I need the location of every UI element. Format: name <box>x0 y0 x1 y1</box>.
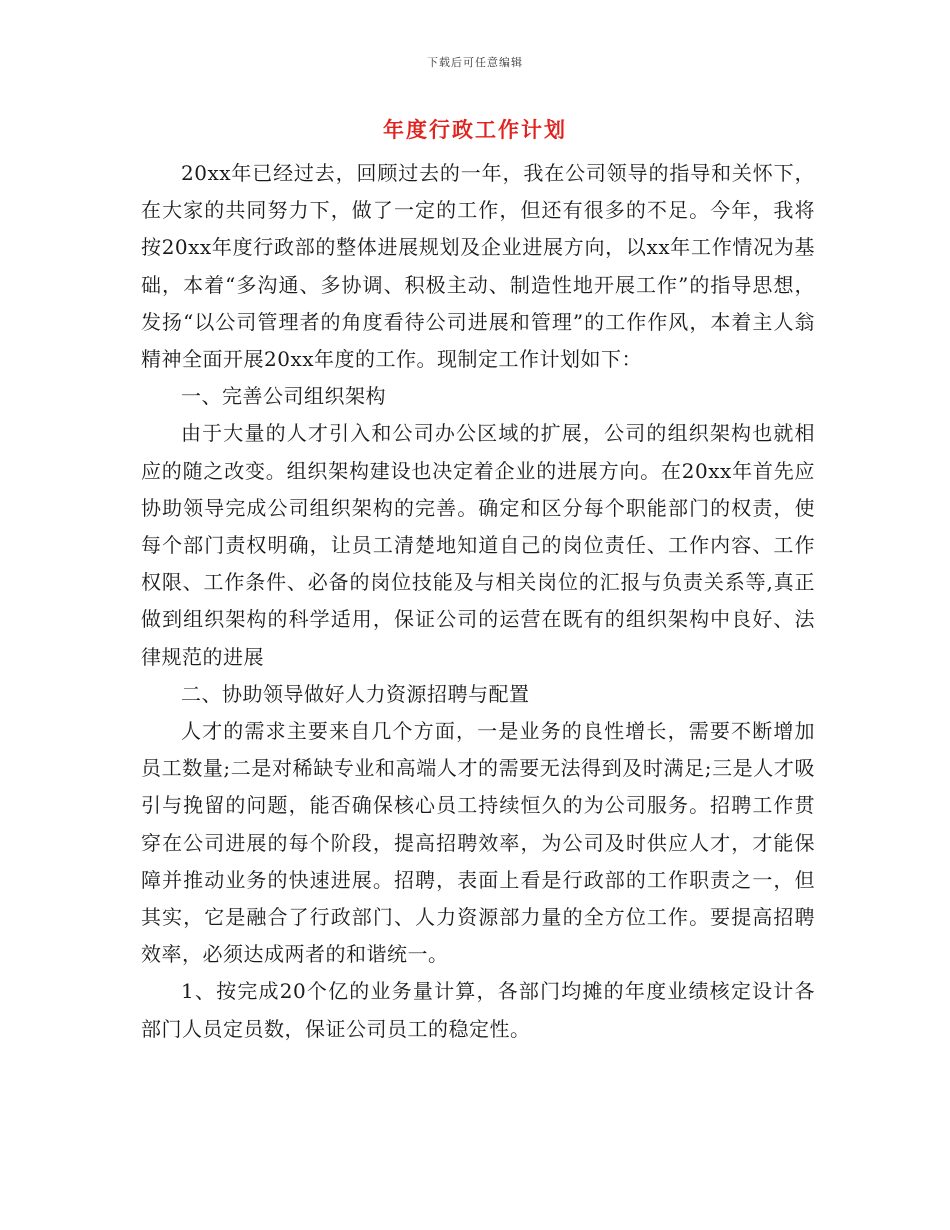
document-body <box>141 155 815 1048</box>
section-2-heading: 二、协助领导做好人力资源招聘与配置 <box>181 681 530 706</box>
page-header-note: 下载后可任意编辑 <box>427 56 523 69</box>
intro-paragraph: 20xx年已经过去，回顾过去的一年，我在公司领导的指导和关怀下，在大家的共同努力下，做了一定的工作，但还有很多的不足。今年，我将按20xx年度行政部的整体进展规划及企业进展方向，以xx年工作情况为基础，本着“多沟通、多协调、积极主动、制造性地开展工作”的指导思想，发扬“以公司管理者的角度看待公司进展和管理”的工作作风，本着主人翁精神全面开展20xx年度的工作。现制定工作计划如下： <box>141 161 815 372</box>
section-1-heading: 一、完善公司组织架构 <box>181 384 386 409</box>
section-2-paragraph: 人才的需求主要来自几个方面，一是业务的良性增长，需要不断增加员工数量;二是对稀缺专业和高端人才的需要无法得到及时满足;三是人才吸引与挽留的问题，能否确保核心员工持续恒久的为公司服务。招聘工作贯穿在公司进展的每个阶段，提高招聘效率，为公司及时供应人才，才能保障并推动业务的快速进展。招聘，表面上看是行政部的工作职责之一，但其实，它是融合了行政部门、人力资源部力量的全方位工作。要提高招聘效率，必须达成两者的和谐统一。 <box>141 719 815 967</box>
section-2-item-1: 1、按完成20个亿的业务量计算，各部门均摊的年度业绩核定设计各部门人员定员数，保证公司员工的稳定性。 <box>141 979 815 1041</box>
section-1-paragraph: 由于大量的人才引入和公司办公区域的扩展，公司的组织架构也就相应的随之改变。组织架构建设也决定着企业的进展方向。在20xx年首先应协助领导完成公司组织架构的完善。确定和区分每个职能部门的权责，使每个部门责权明确，让员工清楚地知道自己的岗位责任、工作内容、工作权限、工作条件、必备的岗位技能及与相关岗位的汇报与负责关系等,真正做到组织架构的科学适用，保证公司的运营在既有的组织架构中良好、法律规范的进展 <box>141 421 815 669</box>
document-title: 年度行政工作计划 <box>383 117 567 142</box>
